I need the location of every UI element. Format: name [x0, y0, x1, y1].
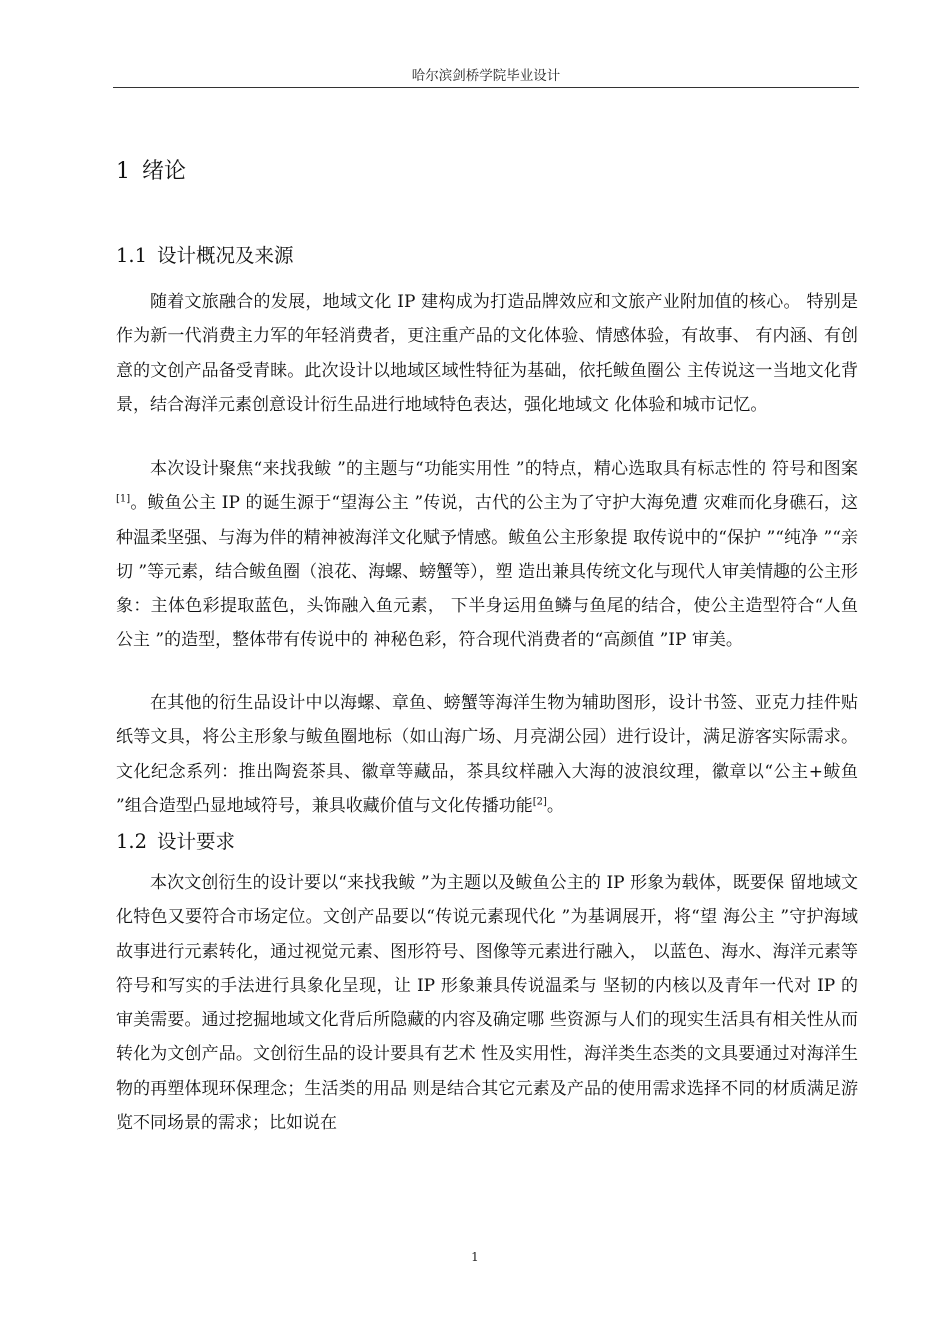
paragraph-2-text-b: 。鲅鱼公主 IP 的诞生源于“望海公主 ”传说，古代的公主为了守护大海免遭 灾难而化身礁石，这种温柔坚强、与海为伴的精神被海洋文化赋予情感。鲅鱼公主形象提 取传说中的“保护 ”“纯净 ”“亲切 ”等元素，结合鲅鱼圈（浪花、海螺、螃蟹等），塑 造出兼具传统文化与现代人审美情趣的公主形象：主体色彩提取蓝色，头饰融入鱼元素， 下半身运用鱼鳞与鱼尾的结合，使公主造型符合“人鱼公主 ”的造型，整体带有传说中的 神秘色彩，符合现代消费者的“高颜值 ”IP 审美。: [116, 493, 858, 651]
paragraph-2-text-a: 本次设计聚焦“来找我鲅 ”的主题与“功能实用性 ”的特点，精心选取具有标志性的 符号和图案: [150, 459, 858, 479]
paragraph-4: 本次文创衍生的设计要以“来找我鲅 ”为主题以及鲅鱼公主的 IP 形象为载体，既要保 留地域文化特色又要符合市场定位。文创产品要以“传说元素现代化 ”为基调展开，将“望 海公主 ”守护海域故事进行元素转化，通过视觉元素、图形符号、图像等元素进行融入， 以蓝色、海水、海洋元素等符号和写实的手法进行具象化呈现，让 IP 形象兼具传说温柔与 坚韧的内核以及青年一代对 IP 的审美需要。通过挖掘地域文化背后所隐藏的内容及确定哪 些资源与人们的现实生活具有相关性从而转化为文创产品。文创衍生品的设计要具有艺术 性及实用性，海洋类生态类的文具要通过对海洋生物的再塑体现环保理念；生活类的用品 则是结合其它元素及产品的使用需求选择不同的材质满足游览不同场景的需求；比如说在: [116, 873, 858, 1134]
section-number: 1.2: [116, 830, 148, 853]
paragraph-3-text-a: 在其他的衍生品设计中以海螺、章鱼、螃蟹等海洋生物为辅助图形，设计书签、亚克力挂件贴纸等文具，将公主形象与鲅鱼圈地标（如山海广场、月亮湖公园）进行设计，满足游客实际需求。文化纪念系列：推出陶瓷茶具、徽章等藏品，茶具纹样融入大海的波浪纹理，徽章以“公主+鲅鱼 ”组合造型凸显地域符号，兼具收藏价值与文化传播功能: [116, 693, 858, 816]
page-number: 1: [471, 1250, 479, 1264]
chapter-number: 1: [116, 159, 130, 184]
section-title: 设计概况及来源: [157, 244, 294, 267]
paragraph-3: [116, 686, 858, 823]
chapter-heading: [116, 154, 186, 185]
chapter-title: 绪论: [142, 159, 187, 184]
citation-ref-2: [2]: [532, 796, 547, 808]
paragraph-1: 随着文旅融合的发展，地域文化 IP 建构成为打造品牌效应和文旅产业附加值的核心。 特别是作为新一代消费主力军的年轻消费者，更注重产品的文化体验、情感体验，有故事、 有内涵、有创意的文创产品备受青睐。此次设计以地域区域性特征为基础，依托鲅鱼圈公 主传说这一当地文化背景，结合海洋元素创意设计衍生品进行地域特色表达，强化地域文 化体验和城市记忆。: [116, 292, 858, 415]
header-divider: [113, 87, 859, 88]
section-heading-1-1: [116, 240, 294, 268]
running-header: 哈尔滨剑桥学院毕业设计: [411, 68, 561, 84]
paragraph-2: [116, 452, 858, 658]
section-title: 设计要求: [157, 830, 236, 853]
paragraph-3-text-b: 。: [546, 795, 564, 816]
citation-ref-1: [1]: [116, 493, 131, 505]
section-number: 1.1: [116, 244, 148, 267]
section-heading-1-2: [116, 826, 235, 854]
